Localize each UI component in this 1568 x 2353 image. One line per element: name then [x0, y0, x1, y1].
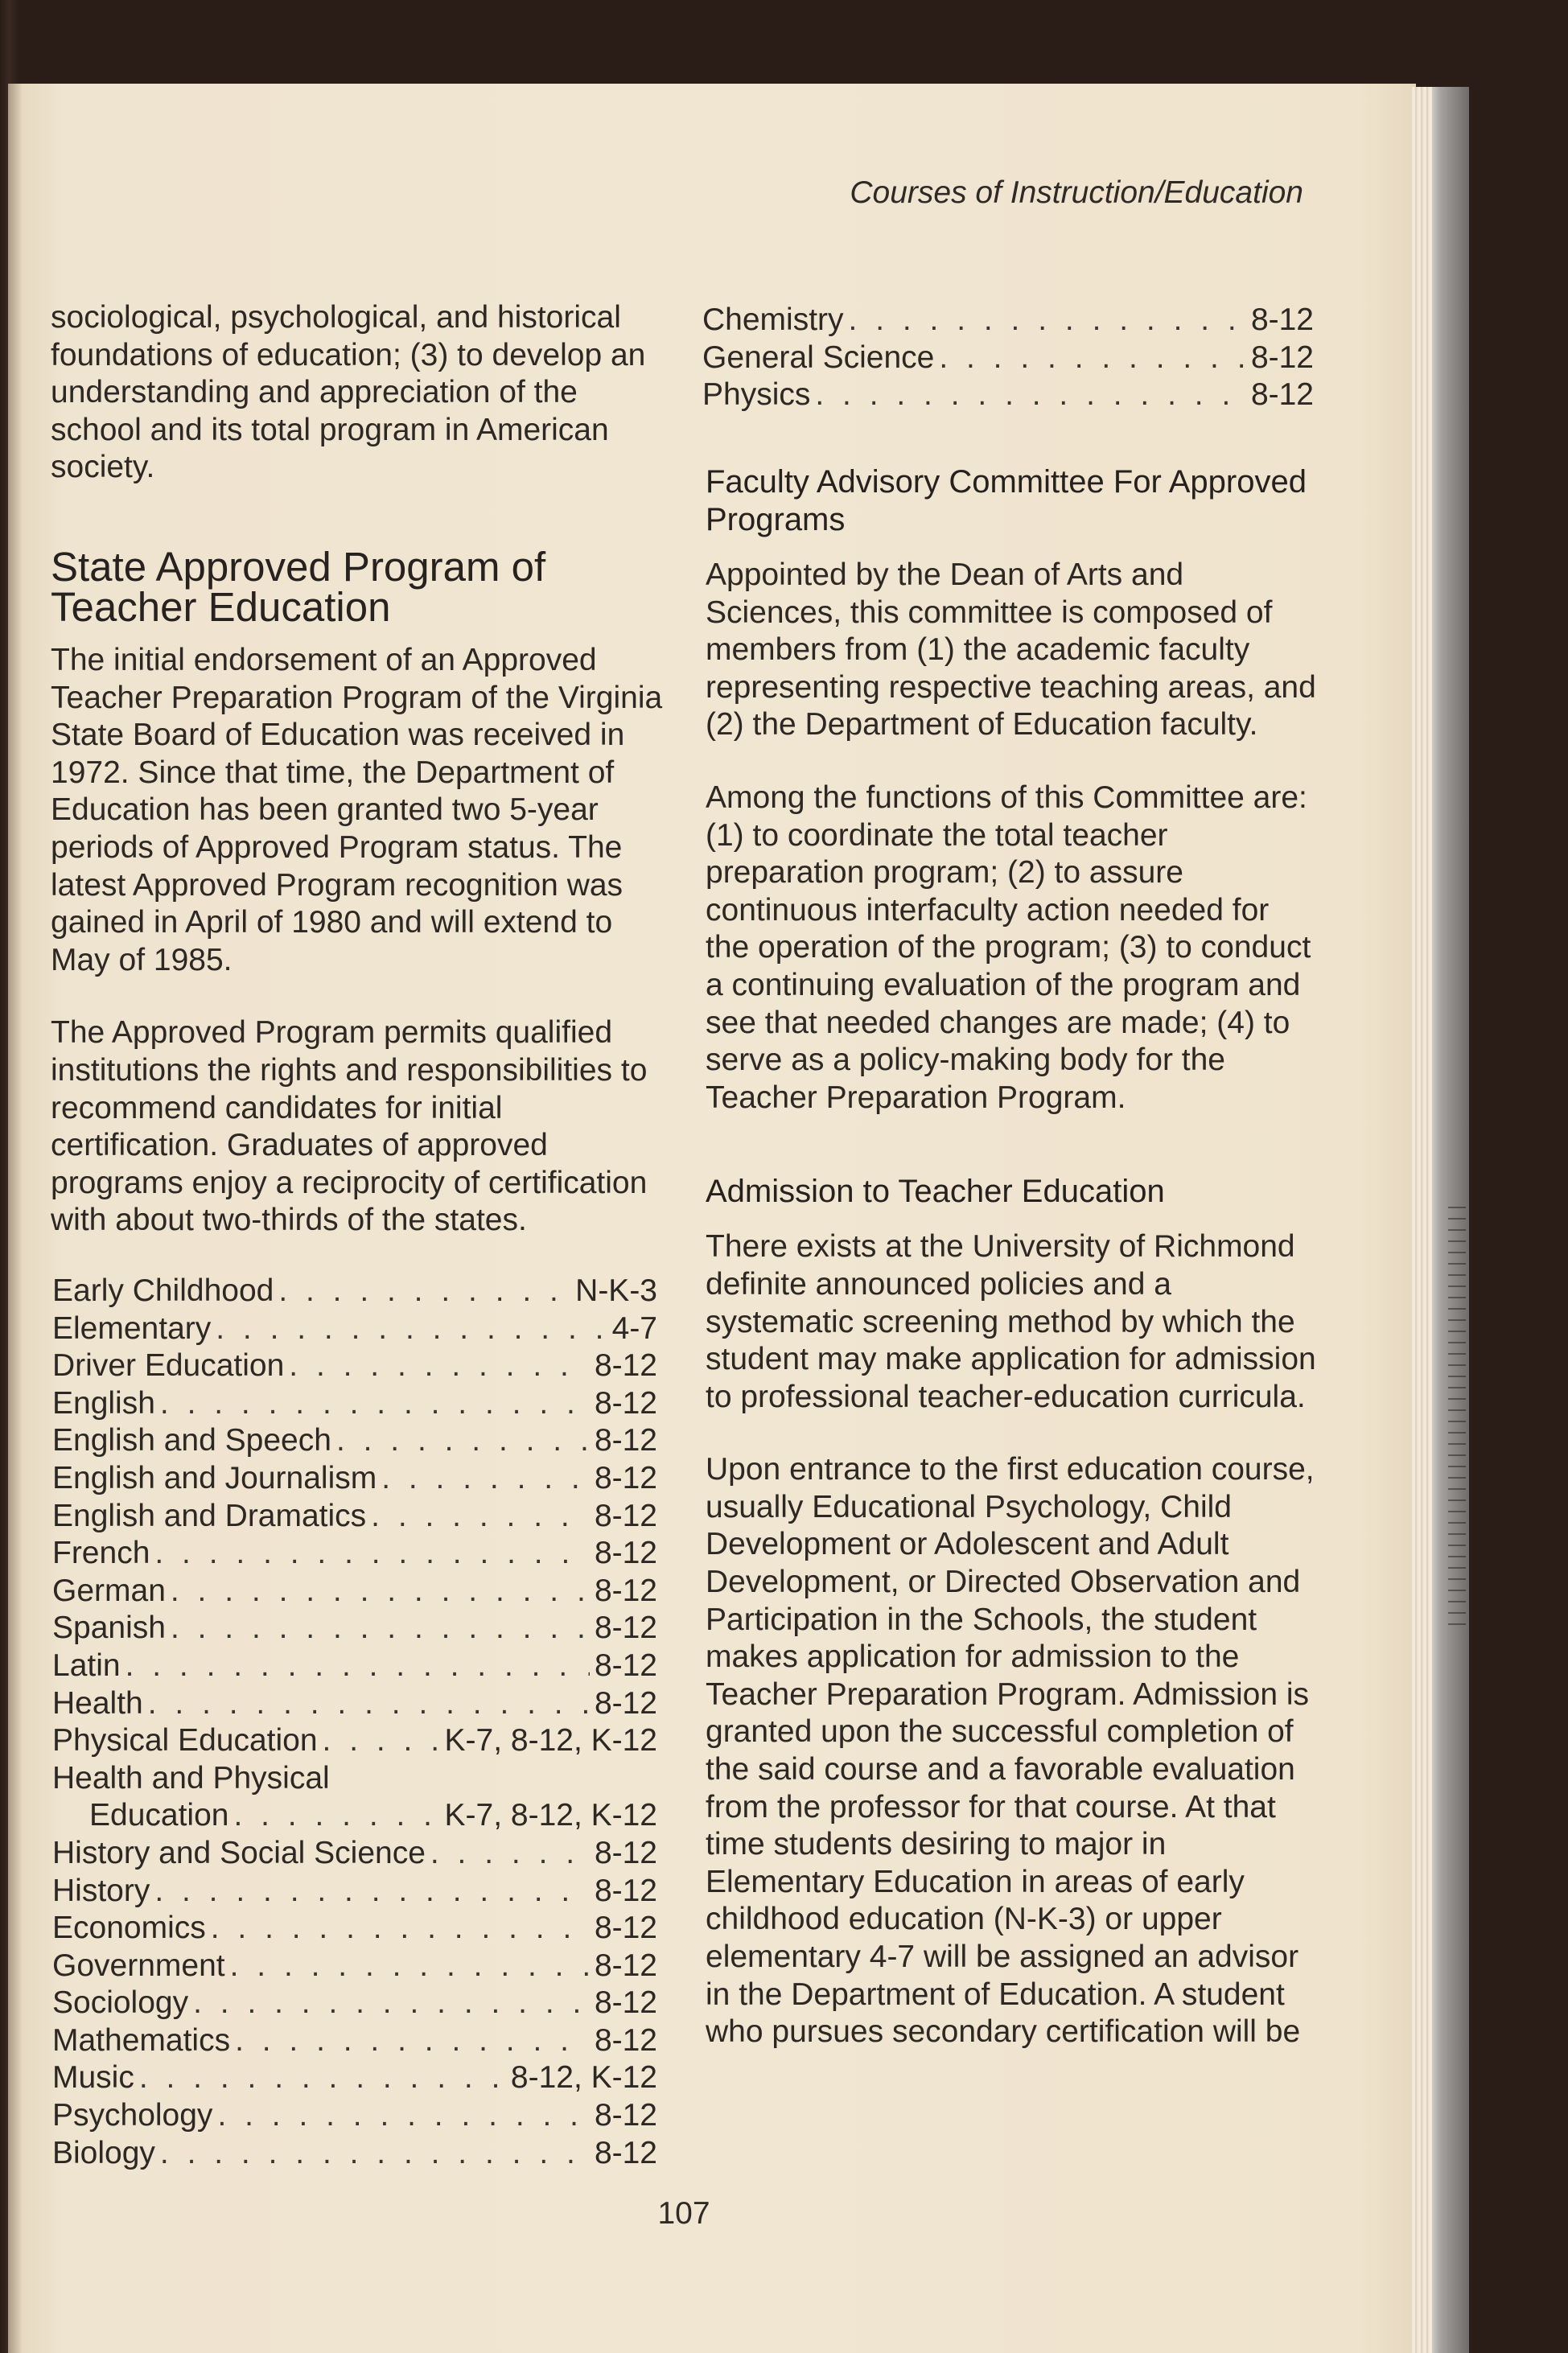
program-grades: 8-12: [594, 1948, 657, 1983]
section-heading-admission: Admission to Teacher Education: [706, 1174, 1165, 1210]
program-name: Chemistry: [702, 302, 844, 337]
faculty-paragraph-2: Among the functions of this Committee are: (1) to coordinate the total teacher preparation program; (2) to assure continuous interfaculty action needed for the operation of the program; (3) to conduct a continuing evaluation of the program and see that needed changes are made; (4) to serve as a policy-making body for the Teacher Preparation Program.: [706, 780, 1311, 1115]
leader-dots: [160, 2135, 590, 2173]
program-name: Early Childhood: [52, 1273, 274, 1308]
program-row: [52, 1835, 657, 1873]
leader-dots: [336, 1422, 590, 1460]
program-name: English and Speech: [52, 1423, 331, 1458]
program-name: Elementary: [52, 1310, 212, 1346]
program-name: Latin: [52, 1648, 121, 1683]
program-name: French: [52, 1536, 150, 1571]
admission-paragraph-1: There exists at the University of Richmond definite announced policies and a systematic screening method by which the student may make application for admission to professional teacher-education curricula.: [706, 1229, 1316, 1414]
leader-dots: [323, 1722, 440, 1760]
program-row: [52, 2059, 657, 2097]
program-grades: 4-7: [611, 1310, 657, 1346]
program-grades: 8-12: [594, 1460, 657, 1495]
program-grades: 8-12: [594, 2022, 657, 2058]
binder-marks: [1448, 1207, 1466, 1625]
program-grades: 8-12: [1250, 339, 1314, 375]
program-grades: 8-12: [594, 1536, 657, 1571]
program-row: [702, 339, 1314, 377]
leader-dots: [278, 1273, 570, 1310]
program-row: [52, 1498, 657, 1536]
leader-dots: [939, 339, 1246, 377]
program-row: [52, 1273, 657, 1310]
program-grades: 8-12: [1250, 377, 1314, 413]
program-name: English and Journalism: [52, 1460, 377, 1495]
program-row: [52, 2135, 657, 2173]
leader-dots: [139, 2059, 506, 2097]
program-name: Education: [89, 1798, 229, 1833]
program-grades: 8-12: [594, 1835, 657, 1870]
program-grades: 8-12: [594, 2098, 657, 2133]
program-grades: 8-12: [594, 1423, 657, 1458]
approved-programs-list: [52, 1273, 657, 2172]
program-grades: K-7, 8-12, K-12: [444, 1723, 657, 1759]
program-grades: 8-12: [594, 1348, 657, 1384]
program-grades: 8-12, K-12: [510, 2060, 657, 2096]
leader-dots: [430, 1835, 590, 1873]
program-name: Health and Physical: [52, 1760, 330, 1796]
faculty-paragraph-1: Appointed by the Dean of Arts and Sciences, this committee is composed of members from (1) the academic faculty representing respective teaching areas, and (2) the Department of Education faculty.: [706, 557, 1316, 743]
leader-dots: [815, 376, 1246, 414]
leader-dots: [230, 1948, 590, 1985]
program-grades: 8-12: [594, 1985, 657, 2021]
leader-dots: [193, 1985, 590, 2022]
program-grades: 8-12: [594, 1685, 657, 1721]
program-name: Mathematics: [52, 2022, 231, 2058]
leader-dots: [154, 1873, 590, 1911]
leader-dots: [289, 1347, 590, 1385]
leader-dots: [216, 1310, 607, 1348]
program-row: [52, 1648, 657, 1685]
program-grades: 8-12: [594, 1573, 657, 1608]
approved-program-paragraph-2: The Approved Program permits qualified institutions the rights and responsibilities to recommend candidates for initial certification. Graduates of approved programs enjoy a reciprocity of certification with about two-thirds of the states.: [51, 1015, 648, 1238]
leader-dots: [211, 1910, 590, 1948]
program-name: Psychology: [52, 2098, 213, 2133]
program-row: [52, 1685, 657, 1723]
intro-paragraph: sociological, psychological, and historical foundations of education; (3) to develop an understanding and appreciation of the school and its total program in American society.: [51, 300, 646, 485]
program-row: [52, 1797, 657, 1835]
leader-dots: [217, 2097, 590, 2135]
gutter-shadow: [8, 84, 23, 2353]
program-name: Health: [52, 1685, 143, 1721]
program-grades: K-7, 8-12, K-12: [444, 1798, 657, 1833]
program-row: [52, 1310, 657, 1348]
program-row: [52, 1985, 657, 2022]
program-grades: 8-12: [594, 2135, 657, 2170]
program-grades: 8-12: [594, 1498, 657, 1533]
leader-dots: [171, 1610, 590, 1648]
program-grades: 8-12: [594, 1610, 657, 1646]
leader-dots: [148, 1685, 590, 1723]
program-row: [52, 2022, 657, 2060]
program-row: [52, 1460, 657, 1498]
program-row: [52, 1610, 657, 1648]
program-name: English and Dramatics: [52, 1498, 367, 1533]
program-grades: 8-12: [594, 1385, 657, 1421]
program-row: [52, 1722, 657, 1760]
program-name: Driver Education: [52, 1348, 285, 1384]
page-edges: [1412, 87, 1433, 2353]
leader-dots: [171, 1573, 590, 1610]
section-heading-approved-program: State Approved Program of Teacher Education: [51, 544, 546, 630]
right-column-sections: [706, 463, 1317, 2087]
program-name: Physics: [702, 377, 811, 413]
running-header: Courses of Instruction/Education: [850, 175, 1303, 210]
leader-dots: [381, 1460, 590, 1498]
leader-dots: [371, 1498, 590, 1536]
program-grades: N-K-3: [575, 1273, 657, 1308]
program-row: [52, 1873, 657, 1911]
program-grades: 8-12: [1250, 302, 1314, 337]
leader-dots: [154, 1535, 590, 1573]
left-column-paragraphs: [51, 642, 670, 1275]
program-name: Spanish: [52, 1610, 166, 1646]
program-grades: 8-12: [594, 1911, 657, 1946]
approved-programs-list-continued: [702, 302, 1314, 414]
program-row: [52, 1535, 657, 1573]
program-grades: 8-12: [594, 1873, 657, 1908]
leader-dots: [235, 2022, 590, 2060]
leader-dots: [233, 1797, 439, 1835]
admission-paragraph-2: Upon entrance to the first education course, usually Educational Psychology, Child Development or Adolescent and Adult Development, or Directed Observation and Participation in the Schools, the student makes application for admission to the Teacher Preparation Program. Admission is granted upon the successful completion of the said course and a favorable evaluation from the professor for that course. At that time students desiring to major in Elementary Education in areas of early childhood education (N-K-3) or upper elementary 4-7 will be assigned an advisor in the Department of Education. A student who pursues secondary certification will be: [706, 1452, 1315, 2050]
program-row: [52, 1948, 657, 1985]
program-grades: 8-12: [594, 1648, 657, 1683]
program-row: [52, 1422, 657, 1460]
program-row: [52, 1910, 657, 1948]
approved-program-paragraph-1: The initial endorsement of an Approved Teacher Preparation Program of the Virginia State Board of Education was received in 1972. Since that time, the Department of Education has been granted two 5-year periods of Approved Program status. The latest Approved Program recognition was gained in April of 1980 and will extend to May of 1985.: [51, 643, 663, 977]
program-row: [52, 2097, 657, 2135]
program-name: German: [52, 1573, 166, 1608]
program-name: History and Social Science: [52, 1835, 426, 1870]
program-row: [702, 302, 1314, 339]
program-name: Government: [52, 1948, 225, 1983]
program-row: [52, 1347, 657, 1385]
program-row: [52, 1760, 657, 1798]
leader-dots: [126, 1648, 590, 1685]
leader-dots: [160, 1385, 590, 1423]
section-heading-faculty-committee: Faculty Advisory Committee For Approved Programs: [706, 464, 1307, 537]
program-name: Music: [52, 2060, 134, 2096]
program-row: [52, 1573, 657, 1610]
program-name: Sociology: [52, 1985, 189, 2021]
program-name: Physical Education: [52, 1723, 318, 1759]
program-name: General Science: [702, 339, 935, 375]
program-name: Biology: [52, 2135, 155, 2170]
program-name: English: [52, 1385, 155, 1421]
page-number: 107: [657, 2196, 710, 2231]
leader-dots: [849, 302, 1246, 339]
program-name: History: [52, 1873, 150, 1908]
program-name: Economics: [52, 1911, 206, 1946]
program-row: [52, 1385, 657, 1423]
program-row: [702, 376, 1314, 414]
